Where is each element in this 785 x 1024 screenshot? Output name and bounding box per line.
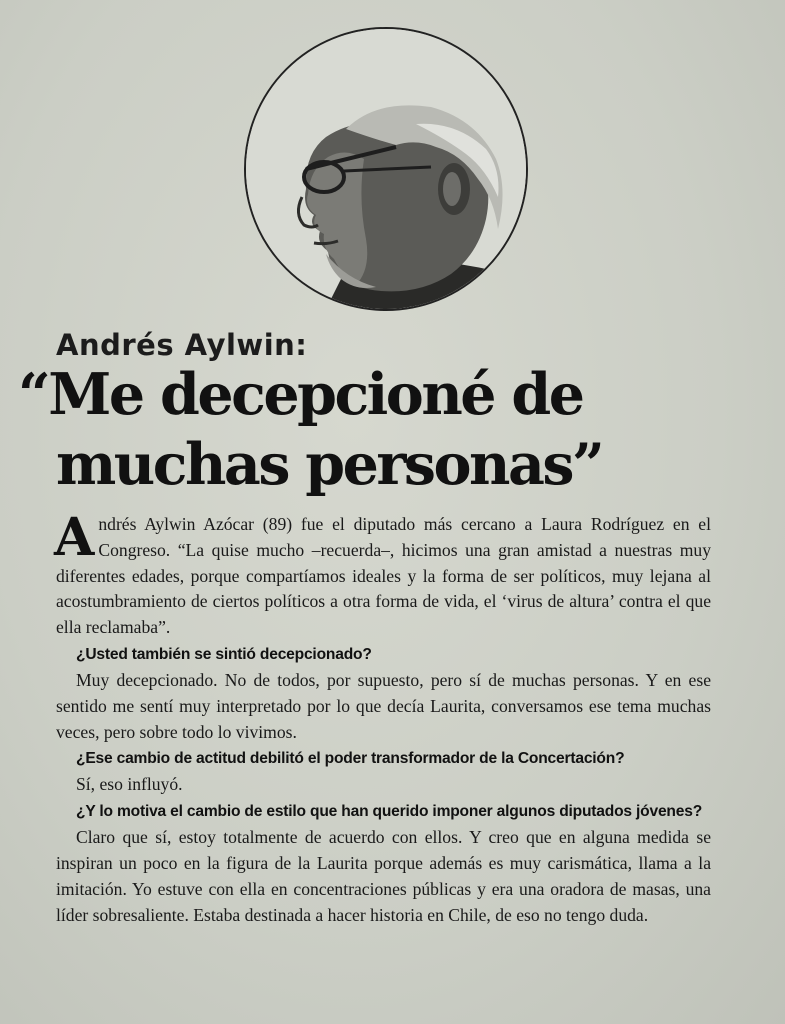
headline-line-2: muchas personas” [56,431,603,498]
interview-question: ¿Y lo motiva el cambio de estilo que han querido imponer algunos diputados jóvenes? [76,803,703,821]
background-bleed-through [560,60,780,200]
interview-answer: Sí, eso influyó. [76,774,183,795]
lead-text: ndrés Aylwin Azócar (89) fue el diputado más cercano a Laura Rodríguez en el Congreso. “La quise mucho –recuerda–, hicimos una gran amistad a nuestras muy diferentes edades, porque compartíamos ideales y la forma de ser políticos, muy lejana al acostumbramiento de ciertos políticos a otra forma de vida, el ‘virus de altura’ contra el que ella reclamaba”. [56,514,711,638]
article-kicker: Andrés Aylwin: [56,328,308,362]
interview-question: ¿Ese cambio de actitud debilitó el poder transformador de la Concertación? [76,750,625,768]
interview-answer: Muy decepcionado. No de todos, por supuesto, pero sí de muchas personas. Y en ese sentido me sentí muy interpretado por lo que decía Laurita, conversamos ese tema muchas veces, pero sobre todo lo vivimos. [56,669,711,742]
drop-cap: A [54,507,95,568]
interview-question: ¿Usted también se sintió decepcionado? [76,645,372,663]
headline-line-1: “Me decepcioné de [18,361,583,428]
article-body [54,507,711,928]
portrait-photo [244,27,528,311]
article-headline [18,360,778,500]
lead-paragraph [54,507,711,641]
interview-answer: Claro que sí, estoy totalmente de acuerdo con ellos. Y creo que en alguna medida se inspiran un poco en la figura de la Laurita porque además es muy carismática, llama a la imitación. Yo estuve con ella en concentraciones públicas y era una oradora de masas, una líder sobresaliente. Estaba destinada a hacer historia en Chile, de eso no tengo duda. [56,827,711,925]
portrait-illustration [246,29,526,309]
